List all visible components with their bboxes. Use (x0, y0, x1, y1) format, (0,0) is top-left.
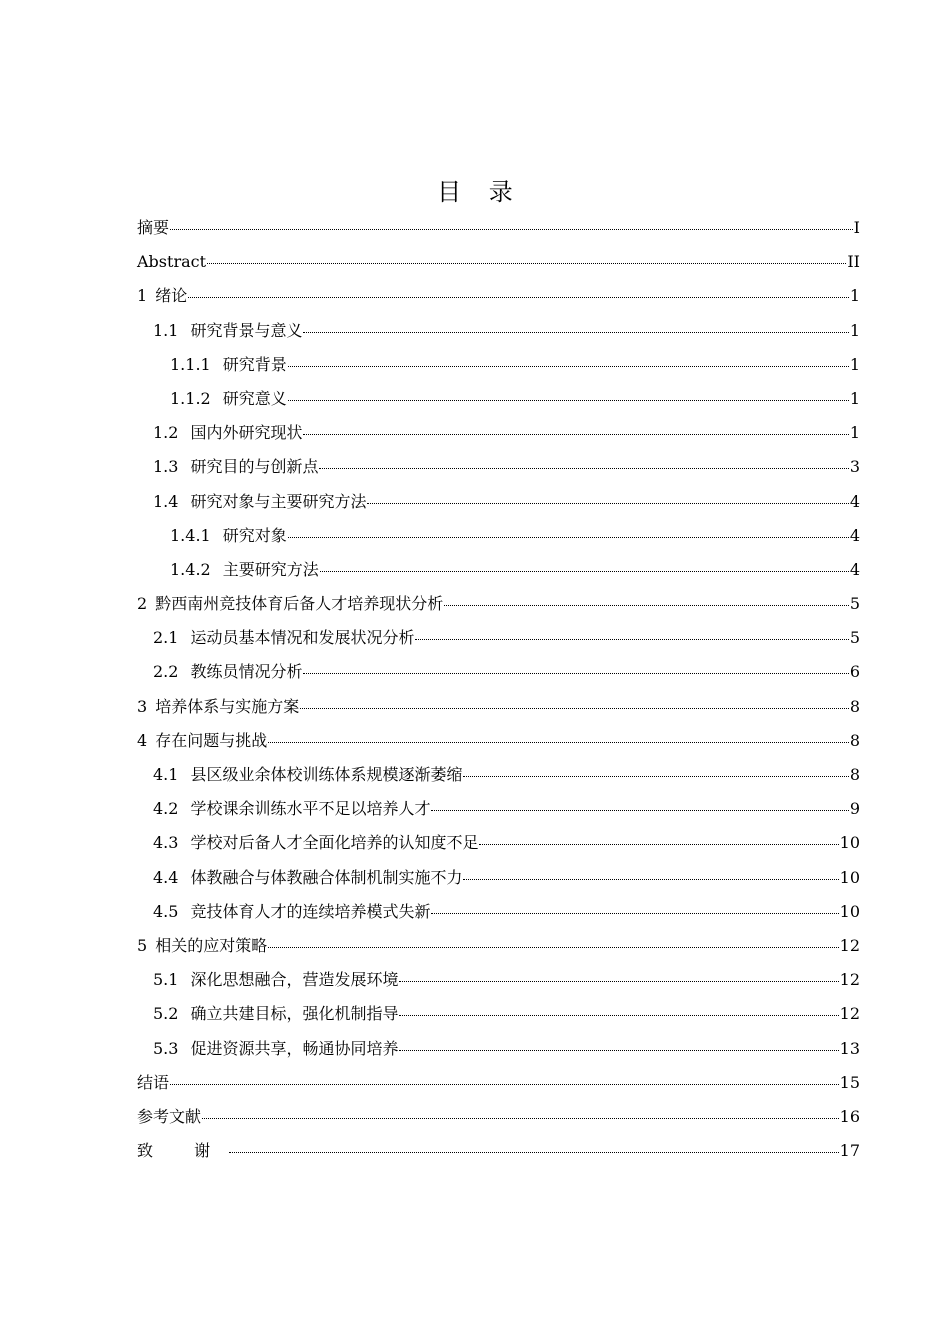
toc-entry-title: 教练员情况分析 (190, 662, 303, 682)
toc-entry-title: 研究目的与创新点 (190, 457, 319, 477)
toc-entry-page: 10 (839, 901, 860, 921)
toc-entry-number: 1.3 (153, 457, 179, 477)
toc-entry-section-4-1[interactable] (137, 758, 860, 792)
toc-entry-page: 12 (839, 1004, 860, 1024)
toc-entry-section-4-5[interactable] (137, 895, 860, 929)
toc-entry-number: 5 (137, 935, 148, 955)
toc-entry-title: 深化思想融合，营造发展环境 (190, 970, 399, 990)
toc-entry-section-5-3[interactable] (137, 1032, 860, 1066)
toc-entry-page: 8 (849, 730, 860, 750)
dot-leader (268, 947, 838, 948)
toc-entry-page: 8 (849, 696, 860, 716)
toc-entry-title: 黔西南州竞技体育后备人才培养现状分析 (155, 594, 444, 614)
dot-leader (303, 332, 848, 333)
toc-entry-section-4-2[interactable] (137, 792, 860, 826)
toc-entry-number: 4.2 (153, 799, 179, 819)
toc-entry-number: 1.1.1 (170, 354, 211, 374)
toc-entry-number: 2.1 (153, 628, 179, 648)
toc-entry-title: 运动员基本情况和发展状况分析 (190, 628, 415, 648)
toc-entry-section-1-4[interactable] (137, 485, 860, 519)
toc-entry-number: 5.1 (153, 970, 179, 990)
dot-leader (399, 981, 838, 982)
toc-entry-chapter-1[interactable] (137, 279, 860, 313)
toc-entry-page: II (847, 252, 860, 272)
toc-entry-title: 促进资源共享，畅通协同培养 (190, 1038, 399, 1058)
dot-leader (431, 913, 838, 914)
dot-leader (415, 639, 848, 640)
toc-entry-page: 5 (849, 594, 860, 614)
toc-entry-number: 5.2 (153, 1004, 179, 1024)
toc-entry-section-5-1[interactable] (137, 963, 860, 997)
toc-entry-section-5-2[interactable] (137, 997, 860, 1031)
toc-entry-title: 学校课余训练水平不足以培养人才 (190, 799, 431, 819)
toc-entry-number: 1.1.2 (170, 388, 211, 408)
toc-entry-number: 4.1 (153, 765, 179, 784)
toc-entry-page: I (853, 218, 860, 237)
toc-entry-title: Abstract (137, 252, 207, 272)
dot-leader (288, 400, 849, 401)
toc-entry-page: 1 (849, 286, 860, 306)
toc-entry-page: 10 (839, 833, 860, 853)
dot-leader (207, 263, 846, 264)
toc-entry-page: 13 (839, 1038, 860, 1058)
toc-entry-page: 16 (839, 1106, 860, 1126)
dot-leader (479, 844, 838, 845)
toc-entry-number: 2.2 (153, 662, 179, 682)
dot-leader (288, 537, 849, 538)
toc-entry-title: 研究背景 (222, 354, 287, 374)
dot-leader (303, 673, 848, 674)
page-title: 目 录 (437, 178, 523, 206)
toc-entry-title: 参考文献 (137, 1106, 202, 1126)
dot-leader (399, 1015, 838, 1016)
toc-entry-title: 致 谢 (137, 1141, 229, 1161)
toc-entry-abstract-cn[interactable] (137, 211, 860, 245)
dot-leader (170, 229, 853, 230)
toc-entry-title: 结语 (137, 1072, 170, 1092)
dot-leader (300, 708, 849, 709)
dot-leader (444, 605, 849, 606)
toc-entry-chapter-5[interactable] (137, 929, 860, 963)
toc-entry-page: 9 (849, 799, 860, 819)
toc-entry-page: 5 (849, 628, 860, 648)
toc-entry-page: 12 (839, 935, 860, 955)
dot-leader (319, 468, 848, 469)
toc-entry-section-1-4-2[interactable] (137, 553, 860, 587)
toc-entry-title: 主要研究方法 (222, 559, 319, 579)
toc-entry-number: 1.4 (153, 491, 179, 511)
dot-leader (268, 742, 849, 743)
toc-entry-chapter-2[interactable] (137, 587, 860, 621)
dot-leader (202, 1118, 839, 1119)
toc-entry-number: 1.1 (153, 320, 179, 340)
dot-leader (320, 571, 849, 572)
toc-entry-page: 10 (839, 867, 860, 887)
toc-entry-title: 体教融合与体教融合体制机制实施不力 (190, 867, 463, 887)
toc-entry-number: 1 (137, 286, 148, 306)
toc-entry-abstract-en[interactable] (137, 245, 860, 279)
toc-entry-section-2-1[interactable] (137, 621, 860, 655)
toc-entry-page: 1 (849, 320, 860, 340)
toc-entry-page: 1 (849, 423, 860, 443)
dot-leader (229, 1152, 839, 1153)
toc-entry-number: 1.2 (153, 423, 179, 443)
toc-entry-title: 研究对象 (222, 525, 287, 545)
toc-entry-number: 3 (137, 696, 148, 716)
toc-entry-page: 1 (849, 388, 860, 408)
toc-entry-title: 学校对后备人才全面化培养的认知度不足 (190, 833, 479, 853)
dot-leader (431, 810, 848, 811)
toc-entry-chapter-4[interactable] (137, 724, 860, 758)
dot-leader (303, 434, 848, 435)
toc-entry-section-1-1-2[interactable] (137, 382, 860, 416)
toc-entry-page: 17 (839, 1141, 860, 1161)
toc-entry-section-1-1[interactable] (137, 314, 860, 348)
toc-entry-section-1-4-1[interactable] (137, 519, 860, 553)
dot-leader (463, 879, 838, 880)
toc-entry-title: 摘要 (137, 218, 170, 237)
toc-entry-page: 1 (849, 354, 860, 374)
toc-entry-number: 4.5 (153, 901, 179, 921)
dot-leader (367, 503, 848, 504)
dot-leader (399, 1050, 838, 1051)
toc-entry-title: 国内外研究现状 (190, 423, 303, 443)
toc-entry-section-4-4[interactable] (137, 861, 860, 895)
dot-leader (288, 366, 849, 367)
toc-entry-section-4-3[interactable] (137, 826, 860, 860)
toc-entry-page: 8 (849, 765, 860, 784)
toc-entry-conclusion[interactable] (137, 1066, 860, 1100)
toc-entry-page: 6 (849, 662, 860, 682)
toc-entry-number: 1.4.2 (170, 559, 211, 579)
toc-entry-section-2-2[interactable] (137, 655, 860, 689)
dot-leader (188, 297, 849, 298)
toc-entry-page: 15 (839, 1072, 860, 1092)
table-of-contents (137, 211, 860, 1168)
toc-entry-title: 存在问题与挑战 (155, 730, 268, 750)
toc-entry-title: 培养体系与实施方案 (155, 696, 300, 716)
toc-entry-number: 4 (137, 730, 148, 750)
toc-entry-number: 4.4 (153, 867, 179, 887)
toc-entry-number: 4.3 (153, 833, 179, 853)
toc-entry-title: 研究对象与主要研究方法 (190, 491, 367, 511)
toc-entry-page: 3 (849, 457, 860, 477)
toc-entry-section-1-1-1[interactable] (137, 348, 860, 382)
toc-entry-page: 12 (839, 970, 860, 990)
toc-entry-acknowledgements[interactable] (137, 1134, 860, 1168)
dot-leader (170, 1084, 839, 1085)
toc-entry-number: 5.3 (153, 1038, 179, 1058)
toc-entry-number: 1.4.1 (170, 525, 211, 545)
toc-entry-title: 确立共建目标，强化机制指导 (190, 1004, 399, 1024)
toc-entry-title: 相关的应对策略 (155, 935, 268, 955)
toc-entry-title: 竞技体育人才的连续培养模式失新 (190, 901, 431, 921)
toc-entry-section-1-3[interactable] (137, 450, 860, 484)
toc-entry-page: 4 (849, 559, 860, 579)
toc-entry-page: 4 (849, 491, 860, 511)
toc-entry-section-1-2[interactable] (137, 416, 860, 450)
toc-entry-title: 县区级业余体校训练体系规模逐渐萎缩 (190, 765, 463, 784)
toc-entry-title: 研究背景与意义 (190, 320, 303, 340)
toc-entry-chapter-3[interactable] (137, 690, 860, 724)
toc-entry-references[interactable] (137, 1100, 860, 1134)
dot-leader (463, 776, 848, 777)
toc-entry-title: 研究意义 (222, 388, 287, 408)
toc-entry-page: 4 (849, 525, 860, 545)
toc-entry-number: 2 (137, 594, 148, 614)
toc-entry-title: 绪论 (155, 286, 188, 306)
